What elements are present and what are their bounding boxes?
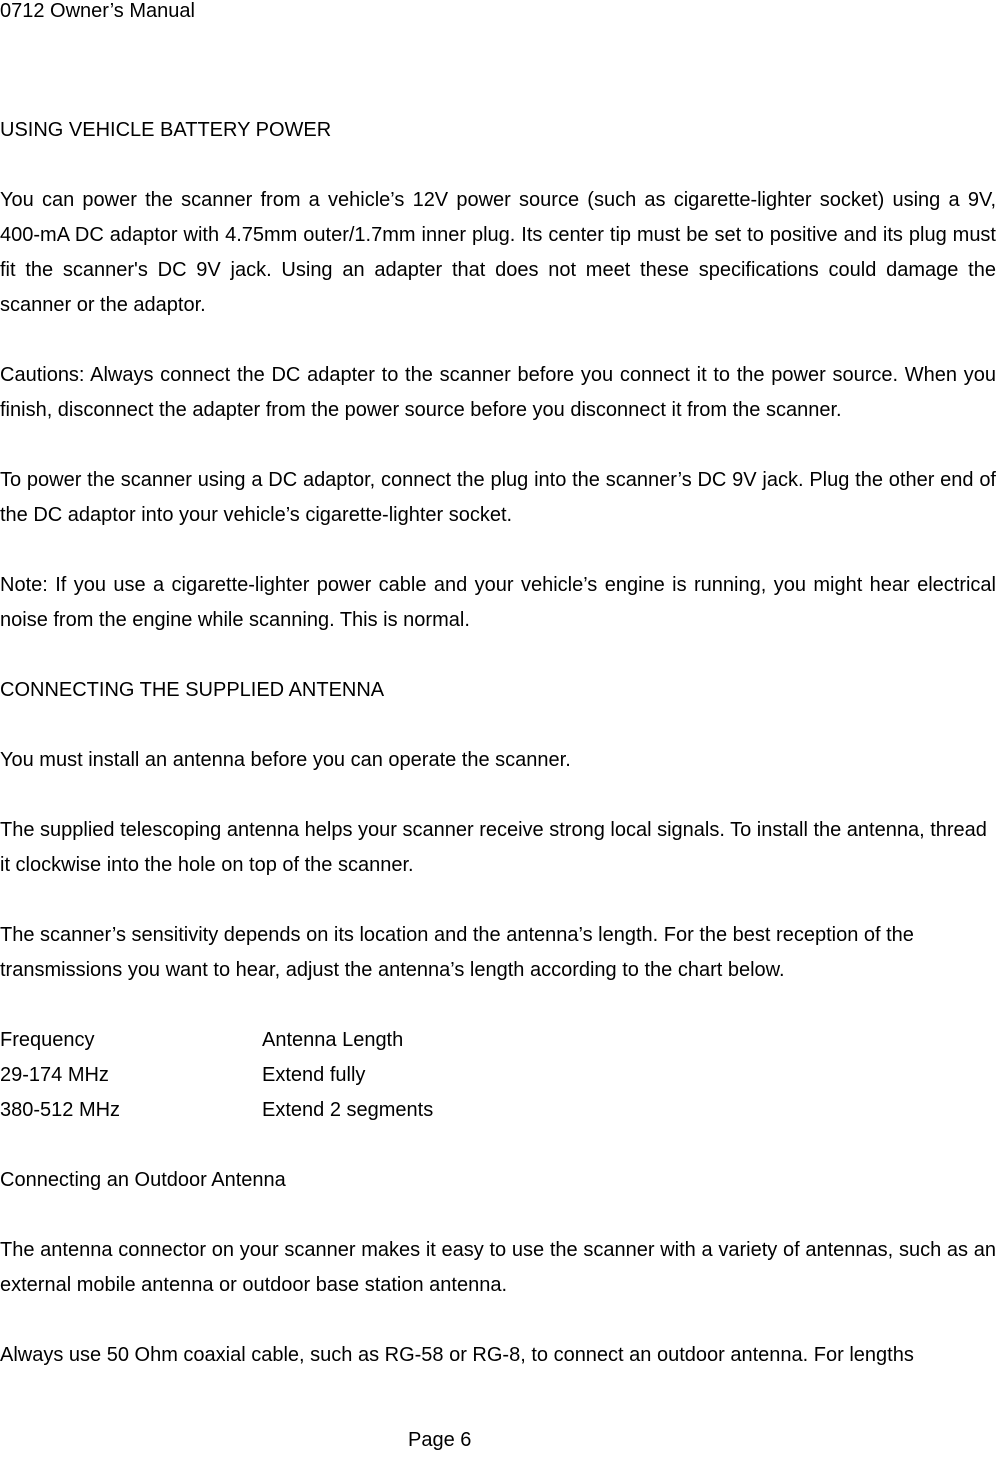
paragraph-antenna-connector: The antenna connector on your scanner makes it easy to use the scanner with a variety of antennas, such as an external mobile antenna or outdoor base station antenna.: [0, 1239, 996, 1296]
paragraph-cautions: Cautions: Always connect the DC adapter to the scanner before you connect it to the power source. When you finish, disconnect the adapter from the power source before you disconnect it from the scanner.: [0, 364, 996, 421]
page-content: [0, 113, 996, 1373]
table-cell-frequency: 380-512 MHz: [0, 1099, 121, 1121]
antenna-length-table: [0, 1023, 996, 1128]
table-cell-length: Extend fully: [262, 1064, 366, 1086]
paragraph-install-antenna: You must install an antenna before you can operate the scanner.: [0, 749, 571, 771]
paragraph-note: Note: If you use a cigarette-lighter power cable and your vehicle’s engine is running, you might hear electrical noise from the engine while scanning. This is normal.: [0, 574, 996, 631]
table-header-antenna-length: Antenna Length: [262, 1029, 404, 1051]
paragraph-coaxial-cable: Always use 50 Ohm coaxial cable, such as RG-58 or RG-8, to connect an outdoor antenna. For lengths: [0, 1344, 914, 1366]
table-header-row: [0, 1023, 996, 1058]
paragraph-power-source: You can power the scanner from a vehicle’s 12V power source (such as cigarette-lighter socket) using a 9V, 400-mA DC adaptor with 4.75mm outer/1.7mm inner plug. Its center tip must be set to positive and its plug must fit the scanner's DC 9V jack. Using an adapter that does not meet these specifications could damage the scanner or the adaptor.: [0, 189, 996, 316]
section-heading-antenna: CONNECTING THE SUPPLIED ANTENNA: [0, 679, 385, 701]
table-cell-frequency: 29-174 MHz: [0, 1064, 109, 1086]
table-cell-length: Extend 2 segments: [262, 1099, 434, 1121]
page-number: Page 6: [408, 1429, 472, 1451]
paragraph-telescoping-antenna: The supplied telescoping antenna helps your scanner receive strong local signals. To install the antenna, thread it clockwise into the hole on top of the scanner.: [0, 819, 987, 876]
table-header-frequency: Frequency: [0, 1029, 95, 1051]
paragraph-sensitivity: The scanner’s sensitivity depends on its location and the antenna’s length. For the best reception of the transmissions you want to hear, adjust the antenna’s length according to the chart below.: [0, 924, 914, 981]
table-row: [0, 1093, 996, 1128]
paragraph-dc-adaptor: To power the scanner using a DC adaptor, connect the plug into the scanner’s DC 9V jack. Plug the other end of the DC adaptor into your vehicle’s cigarette-lighter socket.: [0, 469, 996, 526]
section-heading-vehicle-power: USING VEHICLE BATTERY POWER: [0, 119, 332, 141]
table-row: [0, 1058, 996, 1093]
section-heading-outdoor-antenna: Connecting an Outdoor Antenna: [0, 1169, 286, 1191]
document-title: 0712 Owner’s Manual: [0, 0, 195, 22]
